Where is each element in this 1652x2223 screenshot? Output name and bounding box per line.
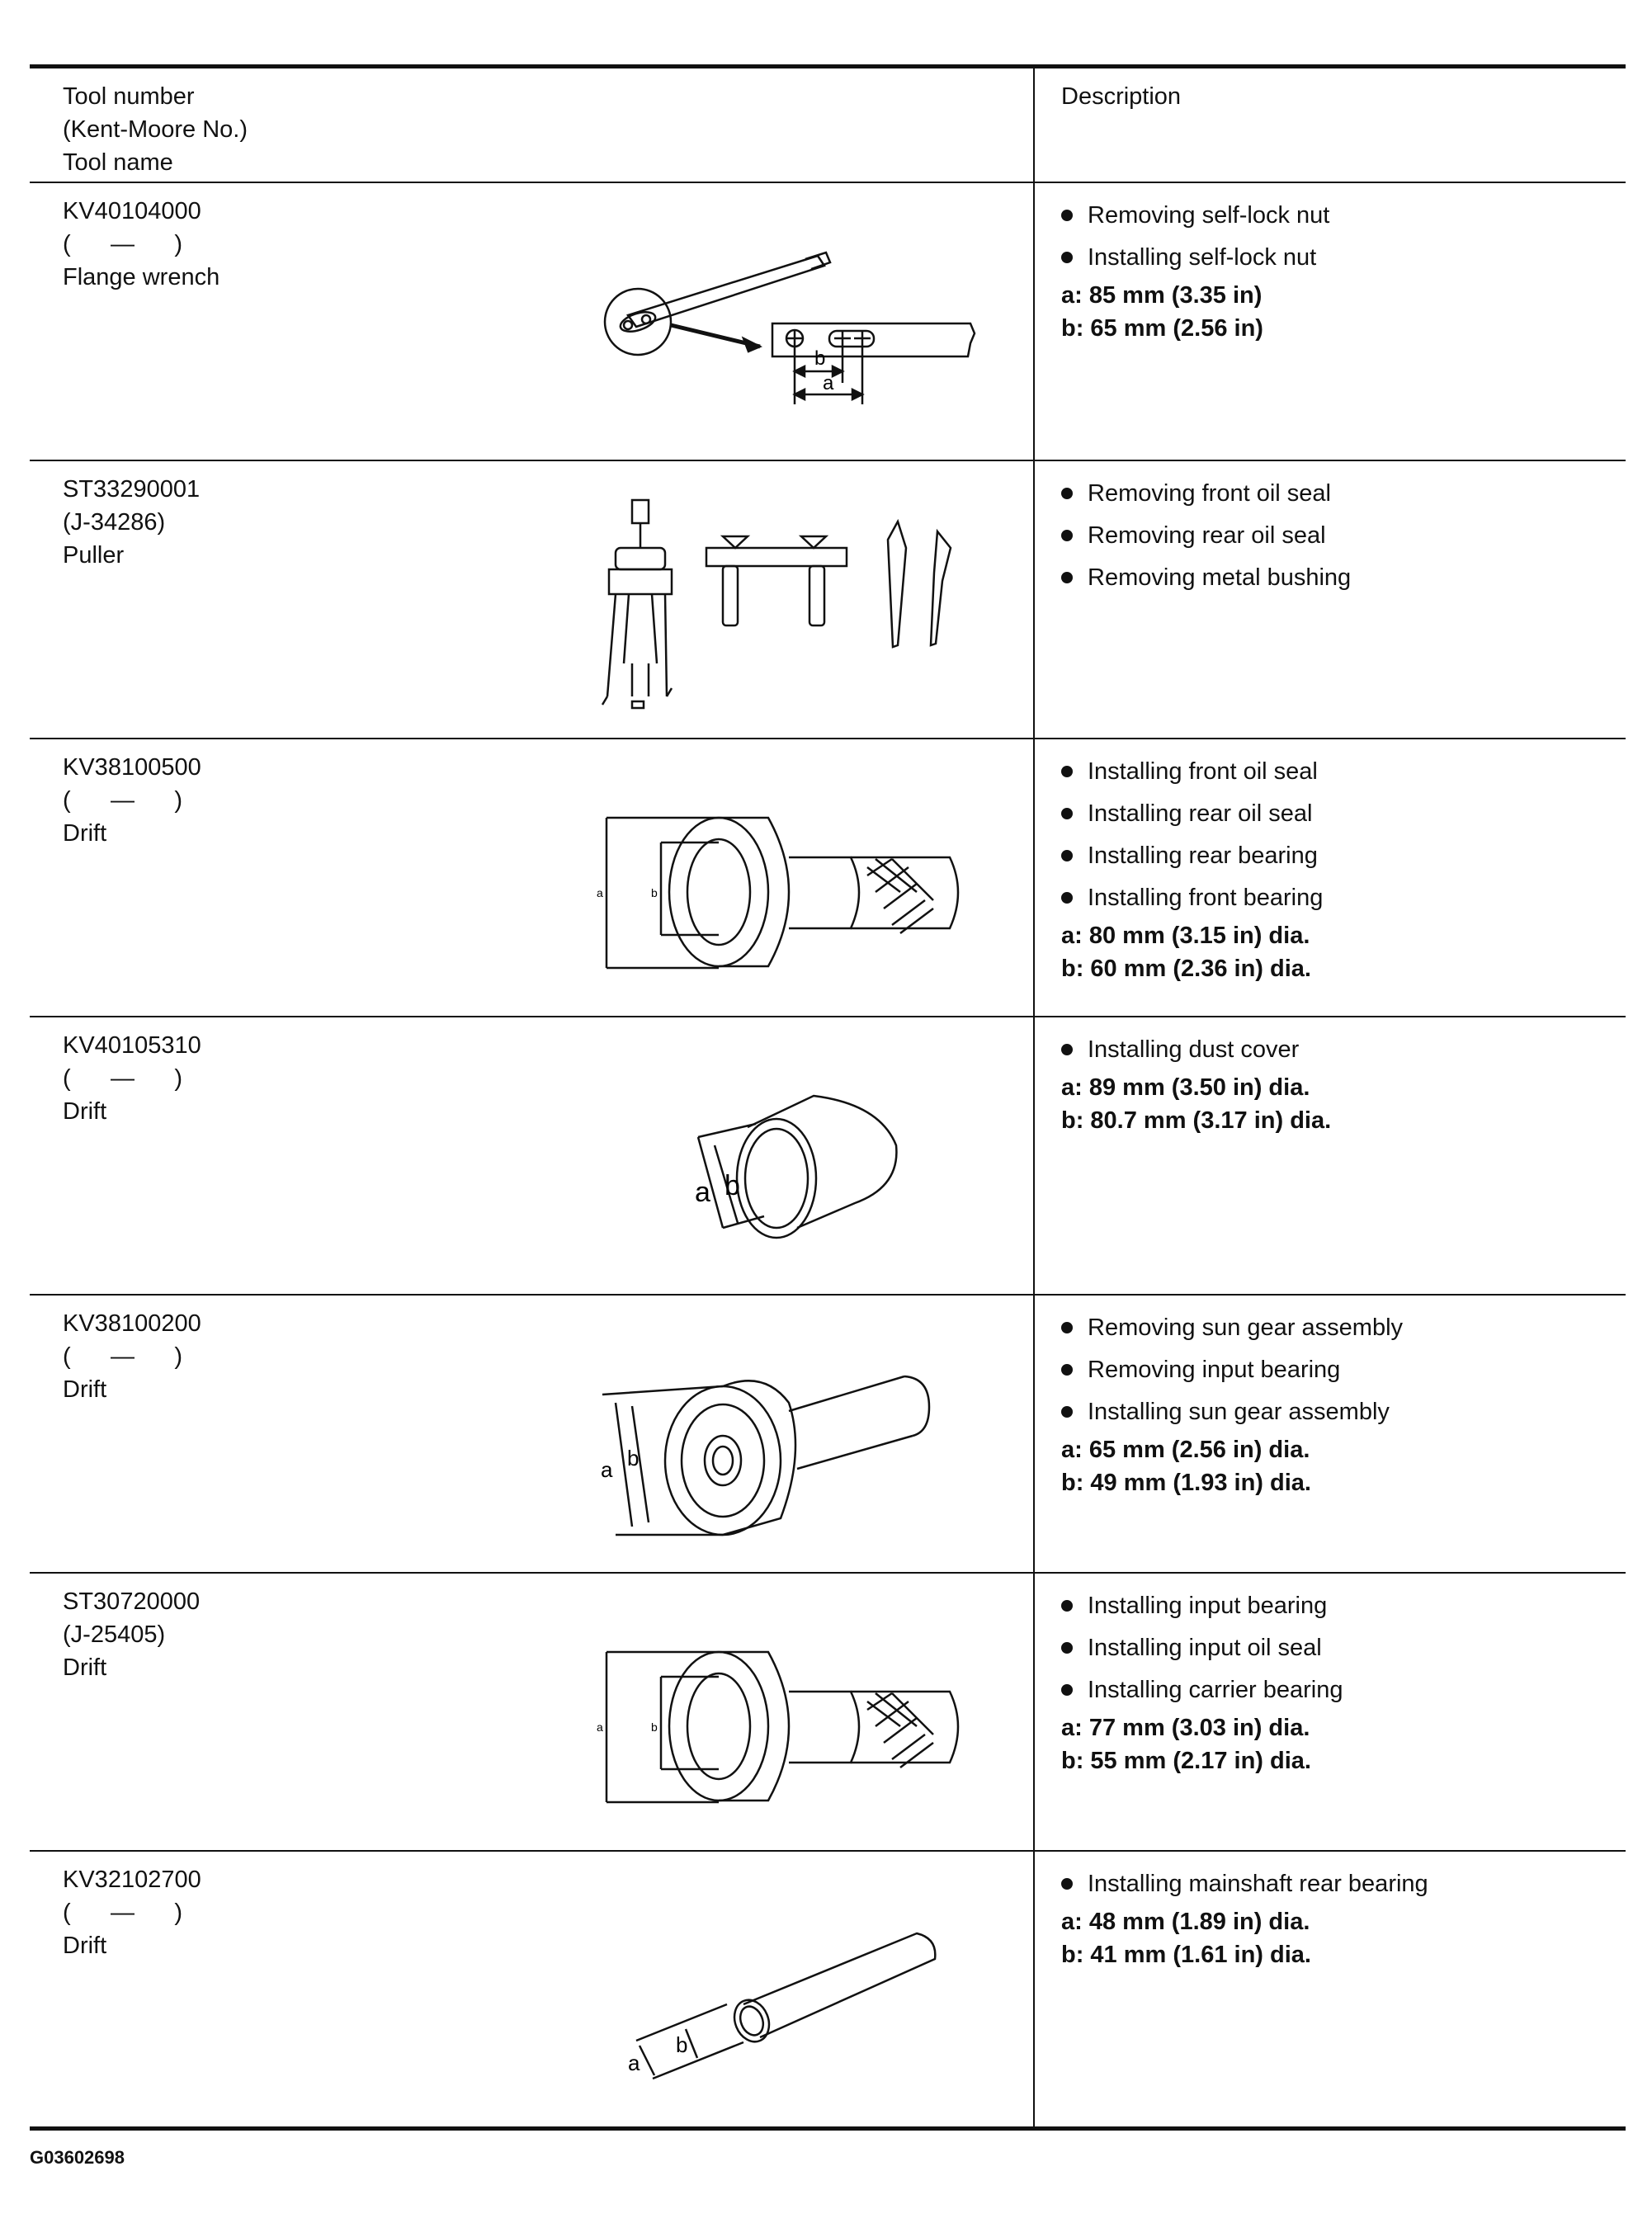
tool-number: ST30720000	[63, 1588, 201, 1615]
dimension-b: b: 60 mm (2.36 in) dia.	[1061, 955, 1311, 982]
dimension-a: a: 85 mm (3.35 in)	[1061, 281, 1263, 309]
flange-dim-a-label: a	[823, 371, 834, 394]
use-item: Installing mainshaft rear bearing	[1061, 1863, 1626, 1905]
tool-id-cell	[30, 739, 1034, 1017]
kent-moore-number: ( — )	[63, 230, 182, 257]
tube-dim-a-label: a	[628, 2050, 640, 2075]
header-tool-column	[30, 67, 1034, 182]
figure-code: G03602698	[30, 2147, 125, 2168]
cup-dim-b-label: b	[725, 1169, 740, 1201]
use-item: Installing input bearing	[1061, 1585, 1626, 1627]
table-row	[30, 1017, 1626, 1295]
header-description-column	[1034, 67, 1626, 182]
drift-shaft-icon	[599, 1353, 970, 1543]
header-tool-number: Tool number	[63, 83, 195, 110]
tool-description-cell	[1034, 1295, 1626, 1573]
special-tools-table-sheet	[30, 64, 1626, 2131]
use-item: Removing sun gear assembly	[1061, 1307, 1626, 1349]
tool-id-cell	[30, 1017, 1034, 1295]
dimension-b: b: 49 mm (1.93 in) dia.	[1061, 1469, 1311, 1496]
use-item: Installing rear bearing	[1061, 835, 1626, 877]
table-row	[30, 182, 1626, 460]
tool-number: KV38100200	[63, 1310, 201, 1337]
drift-knurled-icon	[597, 809, 991, 975]
table-row	[30, 1573, 1626, 1851]
drift-dim-b-label: b	[651, 1720, 658, 1734]
flange-wrench-icon	[595, 241, 983, 414]
tool-number: KV32102700	[63, 1866, 201, 1893]
drift-cup-icon	[690, 1088, 904, 1269]
tool-number: KV38100500	[63, 753, 201, 781]
tool-number: KV40105310	[63, 1031, 201, 1059]
use-item: Removing input bearing	[1061, 1349, 1626, 1391]
tool-description-cell	[1034, 1017, 1626, 1295]
puller-icon	[591, 498, 987, 721]
kent-moore-number: ( — )	[63, 786, 182, 814]
tool-id-cell	[30, 460, 1034, 739]
table-header-row	[30, 67, 1626, 182]
kent-moore-number: (J-34286)	[63, 508, 166, 536]
dimension-b: b: 41 mm (1.61 in) dia.	[1061, 1941, 1311, 1968]
table-row	[30, 1851, 1626, 2129]
use-item: Installing self-lock nut	[1061, 237, 1626, 279]
tool-id-cell	[30, 182, 1034, 460]
use-item: Installing input oil seal	[1061, 1627, 1626, 1669]
shaft-dim-a-label: a	[601, 1456, 613, 1482]
use-item: Installing front oil seal	[1061, 751, 1626, 793]
tool-description-cell	[1034, 182, 1626, 460]
dimension-b: b: 65 mm (2.56 in)	[1061, 314, 1263, 342]
tool-name: Drift	[63, 1932, 107, 1959]
tool-name: Flange wrench	[63, 263, 220, 290]
tool-description-cell	[1034, 739, 1626, 1017]
use-item: Installing rear oil seal	[1061, 793, 1626, 835]
dimension-a: a: 65 mm (2.56 in) dia.	[1061, 1436, 1310, 1463]
table-row	[30, 460, 1626, 739]
tool-description-cell	[1034, 1573, 1626, 1851]
dimension-a: a: 77 mm (3.03 in) dia.	[1061, 1714, 1310, 1741]
kent-moore-number: ( — )	[63, 1064, 182, 1092]
header-description: Description	[1061, 83, 1182, 110]
tool-id-cell	[30, 1573, 1034, 1851]
shaft-dim-b-label: b	[627, 1445, 640, 1470]
use-item: Removing front oil seal	[1061, 473, 1626, 515]
dimension-b: b: 80.7 mm (3.17 in) dia.	[1061, 1107, 1332, 1134]
dimension-a: a: 48 mm (1.89 in) dia.	[1061, 1908, 1310, 1935]
tool-name: Drift	[63, 1097, 107, 1125]
tool-name: Puller	[63, 541, 125, 569]
use-item: Removing rear oil seal	[1061, 515, 1626, 557]
header-tool-name: Tool name	[63, 149, 173, 176]
kent-moore-number: ( — )	[63, 1343, 182, 1370]
kent-moore-number: ( — )	[63, 1899, 182, 1926]
cup-dim-a-label: a	[695, 1176, 710, 1208]
tool-number: ST33290001	[63, 475, 201, 503]
dimension-b: b: 55 mm (2.17 in) dia.	[1061, 1747, 1311, 1774]
drift-knurled-icon	[597, 1644, 991, 1809]
use-item: Installing dust cover	[1061, 1029, 1626, 1071]
special-tools-table	[30, 64, 1626, 2131]
tool-number: KV40104000	[63, 197, 201, 224]
drift-tube-icon	[628, 1922, 958, 2087]
tool-id-cell	[30, 1295, 1034, 1573]
use-item: Installing front bearing	[1061, 877, 1626, 919]
tool-name: Drift	[63, 819, 107, 847]
tool-id-cell	[30, 1851, 1034, 2129]
dimension-a: a: 89 mm (3.50 in) dia.	[1061, 1074, 1310, 1101]
table-row	[30, 1295, 1626, 1573]
use-item: Installing sun gear assembly	[1061, 1391, 1626, 1433]
drift-dim-a-label: a	[597, 885, 603, 899]
table-row	[30, 739, 1626, 1017]
kent-moore-number: (J-25405)	[63, 1621, 166, 1648]
use-item: Installing carrier bearing	[1061, 1669, 1626, 1711]
tool-description-cell	[1034, 1851, 1626, 2129]
use-item: Removing metal bushing	[1061, 557, 1626, 599]
drift-dim-b-label: b	[651, 885, 658, 899]
tube-dim-b-label: b	[676, 2032, 688, 2057]
flange-dim-b-label: b	[814, 347, 826, 370]
tool-name: Drift	[63, 1376, 107, 1403]
header-kent-moore: (Kent-Moore No.)	[63, 116, 248, 143]
tool-description-cell	[1034, 460, 1626, 739]
use-item: Removing self-lock nut	[1061, 195, 1626, 237]
dimension-a: a: 80 mm (3.15 in) dia.	[1061, 922, 1310, 949]
tool-name: Drift	[63, 1654, 107, 1681]
drift-dim-a-label: a	[597, 1720, 603, 1734]
